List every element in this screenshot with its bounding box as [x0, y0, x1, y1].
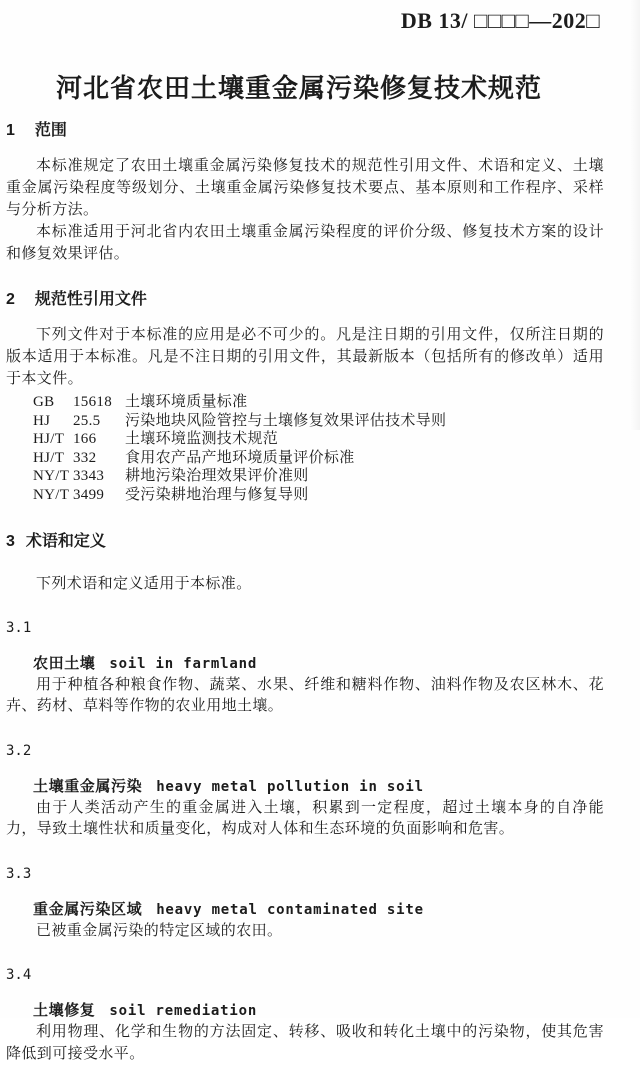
term-name-zh: 土壤修复 — [33, 1002, 96, 1020]
reference-number: 3499 — [73, 486, 105, 503]
reference-name: 污染地块风险管控与土壤修复效果评估技术导则 — [125, 412, 447, 429]
term-name-en: soil in farmland — [109, 655, 258, 672]
section-3-heading — [6, 531, 604, 552]
term-definition: 利用物理、化学和生物的方法固定、转移、吸收和转化土壤中的污染物，使其危害降低到可接受水平。 — [6, 1024, 604, 1062]
reference-code: HJ/T — [33, 449, 65, 466]
term-number: 3.4 — [6, 967, 32, 984]
term-number: 3.1 — [6, 619, 32, 636]
reference-name: 土壤环境监测技术规范 — [125, 431, 279, 448]
normative-references-list — [33, 393, 604, 505]
section-1-title: 范围 — [34, 122, 67, 139]
section-2-paragraph-1: 下列文件对于本标准的应用是必不可少的。凡是注日期的引用文件，仅所注日期的版本适用于本标准。凡是不注日期的引用文件，其最新版本（包括所有的修改单）适用于本文件。 — [6, 327, 604, 387]
reference-name: 受污染耕地治理与修复导则 — [125, 486, 309, 503]
reference-code: NY/T — [33, 468, 70, 485]
term-name-en: heavy metal contaminated site — [156, 901, 424, 918]
scan-edge-shadow — [630, 0, 640, 430]
term-name-en: heavy metal pollution in soil — [156, 778, 424, 795]
section-3-title: 术语和定义 — [25, 532, 106, 550]
section-1-paragraph-2: 本标准适用于河北省内农田土壤重金属污染程度的评价分级、修复技术方案的设计和修复效果评估。 — [6, 224, 604, 262]
section-2-heading — [6, 289, 604, 310]
reference-number: 15618 — [73, 394, 112, 410]
term-name-zh: 重金属污染区域 — [33, 900, 143, 918]
section-3-intro: 下列术语和定义适用于本标准。 — [36, 575, 252, 592]
section-2-title: 规范性引用文件 — [34, 291, 147, 308]
term-heading — [33, 1001, 604, 1021]
term-name-zh: 土壤重金属污染 — [33, 777, 143, 795]
reference-number: 332 — [73, 449, 97, 466]
term-definition: 由于人类活动产生的重金属进入土壤，积累到一定程度，超过土壤本身的自净能力，导致土壤性状和质量变化，构成对人体和生态环境的负面影响和危害。 — [6, 799, 604, 838]
term-name-zh: 农田土壤 — [33, 654, 96, 672]
term-name-en: soil remediation — [109, 1003, 258, 1020]
term-number: 3.3 — [6, 865, 32, 882]
reference-item — [33, 393, 604, 412]
reference-item — [33, 412, 604, 431]
section-1-number: 1 — [6, 122, 15, 139]
reference-number: 166 — [73, 431, 97, 448]
section-1-paragraph-1: 本标准规定了农田土壤重金属污染修复技术的规范性引用文件、术语和定义、土壤重金属污染程度等级划分、土壤重金属污染修复技术要点、基本原则和工作程序、采样与分析方法。 — [6, 158, 604, 218]
term-number: 3.2 — [6, 742, 32, 759]
document-body — [6, 120, 604, 1065]
reference-name: 土壤环境质量标准 — [125, 394, 248, 410]
reference-code: NY/T — [33, 486, 70, 503]
reference-item — [33, 449, 604, 468]
reference-item — [33, 486, 604, 505]
reference-code: HJ — [33, 412, 51, 429]
reference-item — [33, 467, 604, 486]
reference-name: 食用农产品产地环境质量评价标准 — [125, 449, 355, 466]
section-1-heading — [6, 120, 604, 141]
reference-code: GB — [33, 394, 55, 410]
term-definition: 用于种植各种粮食作物、蔬菜、水果、纤维和糖料作物、油料作物及农区林木、花卉、药材、草料等作物的农业用地土壤。 — [6, 676, 604, 715]
reference-number: 3343 — [73, 468, 105, 485]
section-2-number: 2 — [6, 291, 15, 308]
term-heading — [33, 900, 604, 920]
section-3-number: 3 — [6, 532, 15, 550]
reference-code: HJ/T — [33, 431, 65, 448]
reference-number: 25.5 — [73, 412, 101, 429]
reference-name: 耕地污染治理效果评价准则 — [125, 468, 309, 485]
term-heading — [33, 654, 604, 674]
standard-doc-code: DB 13/ □□□□—202□ — [400, 8, 600, 33]
page-title: 河北省农田土壤重金属污染修复技术规范 — [55, 73, 542, 103]
term-heading — [33, 777, 604, 797]
reference-item — [33, 430, 604, 449]
term-definition: 已被重金属污染的特定区域的农田。 — [36, 922, 283, 939]
